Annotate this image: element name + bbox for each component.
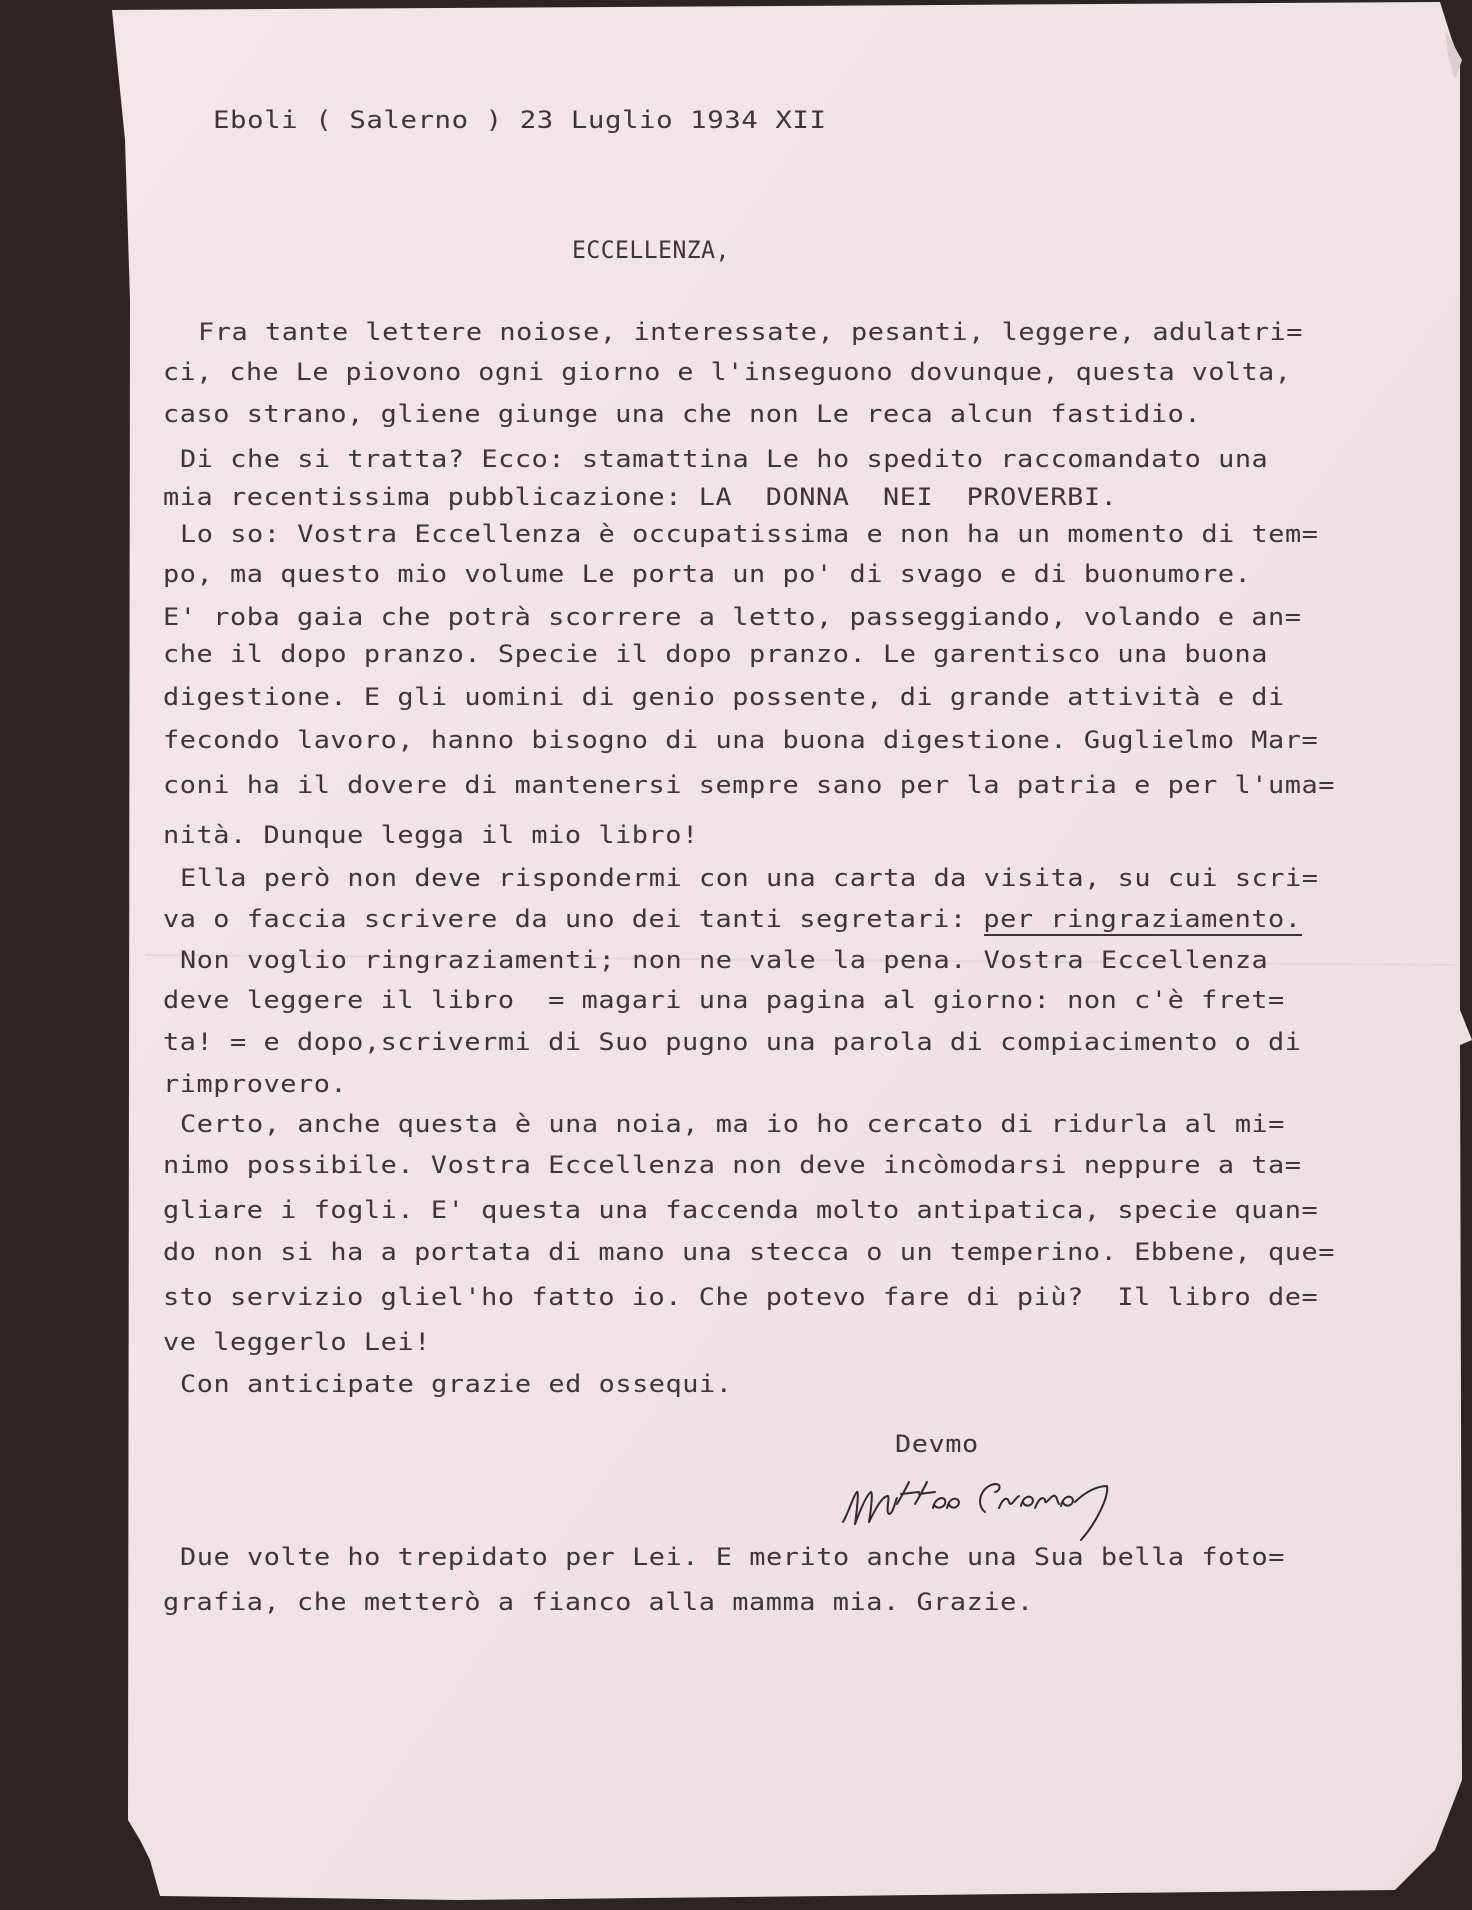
- body-line-text: va o faccia scrivere da uno dei tanti segretari:: [163, 905, 984, 933]
- body-line: digestione. E gli uomini di genio possente, di grande attività e di: [163, 683, 1285, 711]
- body-line: caso strano, gliene giunge una che non Le reca alcun fastidio.: [163, 400, 1202, 428]
- underlined-phrase: per ringraziamento.: [983, 905, 1301, 936]
- body-line: Certo, anche questa è una noia, ma io ho cercato di ridurla al mi=: [180, 1110, 1286, 1138]
- body-line: Con anticipate grazie ed ossequi.: [180, 1370, 733, 1398]
- body-line: che il dopo pranzo. Specie il dopo pranzo. Le garentisco una buona: [163, 640, 1269, 668]
- postscript-line: grafia, che metterò a fianco alla mamma mia. Grazie.: [163, 1588, 1034, 1616]
- body-line: sto servizio gliel'ho fatto io. Che potevo fare di più? Il libro de=: [163, 1283, 1319, 1311]
- body-line: deve leggere il libro = magari una pagina al giorno: non c'è fret=: [163, 986, 1285, 1014]
- body-line: Non voglio ringraziamenti; non ne vale la pena. Vostra Eccellenza: [180, 946, 1269, 974]
- body-line: coni ha il dovere di mantenersi sempre sano per la patria e per l'uma=: [163, 771, 1336, 799]
- body-line: nità. Dunque legga il mio libro!: [163, 821, 699, 849]
- body-line: Fra tante lettere noiose, interessate, pesanti, leggere, adulatri=: [198, 318, 1304, 346]
- postscript-line: Due volte ho trepidato per Lei. E merito anche una Sua bella foto=: [180, 1543, 1286, 1571]
- dateline: Eboli ( Salerno ) 23 Luglio 1934 XII: [213, 106, 827, 134]
- body-line: nimo possibile. Vostra Eccellenza non deve incòmodarsi neppure a ta=: [163, 1151, 1302, 1179]
- body-line: Ella però non deve rispondermi con una carta da visita, su cui scri=: [180, 864, 1319, 892]
- body-line: fecondo lavoro, hanno bisogno di una buona digestione. Guglielmo Mar=: [163, 726, 1319, 754]
- body-line: ci, che Le piovono ogni giorno e l'inseguono dovunque, questa volta,: [163, 358, 1292, 386]
- body-line-with-underline: [163, 907, 1302, 931]
- body-line: ve leggerlo Lei!: [163, 1328, 431, 1356]
- body-line: E' roba gaia che potrà scorrere a letto, passeggiando, volando e an=: [163, 603, 1302, 631]
- body-line: rimprovero.: [163, 1070, 348, 1098]
- body-line: Di che si tratta? Ecco: stamattina Le ho spedito raccomandato una: [180, 445, 1269, 473]
- body-line: do non si ha a portata di mano una stecca o un temperino. Ebbene, que=: [163, 1238, 1336, 1266]
- body-line: po, ma questo mio volume Le porta un po' di svago e di buonumore.: [163, 560, 1252, 588]
- body-line: mia recentissima pubblicazione: LA DONNA NEI PROVERBI.: [163, 483, 1118, 511]
- salutation: ECCELLENZA,: [572, 236, 730, 264]
- body-line: gliare i fogli. E' questa una faccenda molto antipatica, specie quan=: [163, 1196, 1319, 1224]
- signature: [835, 1452, 1125, 1542]
- body-line: ta! = e dopo,scrivermi di Suo pugno una parola di compiacimento o di: [163, 1028, 1302, 1056]
- closing: Devmo: [895, 1430, 979, 1458]
- body-line: Lo so: Vostra Eccellenza è occupatissima e non ha un momento di tem=: [180, 520, 1319, 548]
